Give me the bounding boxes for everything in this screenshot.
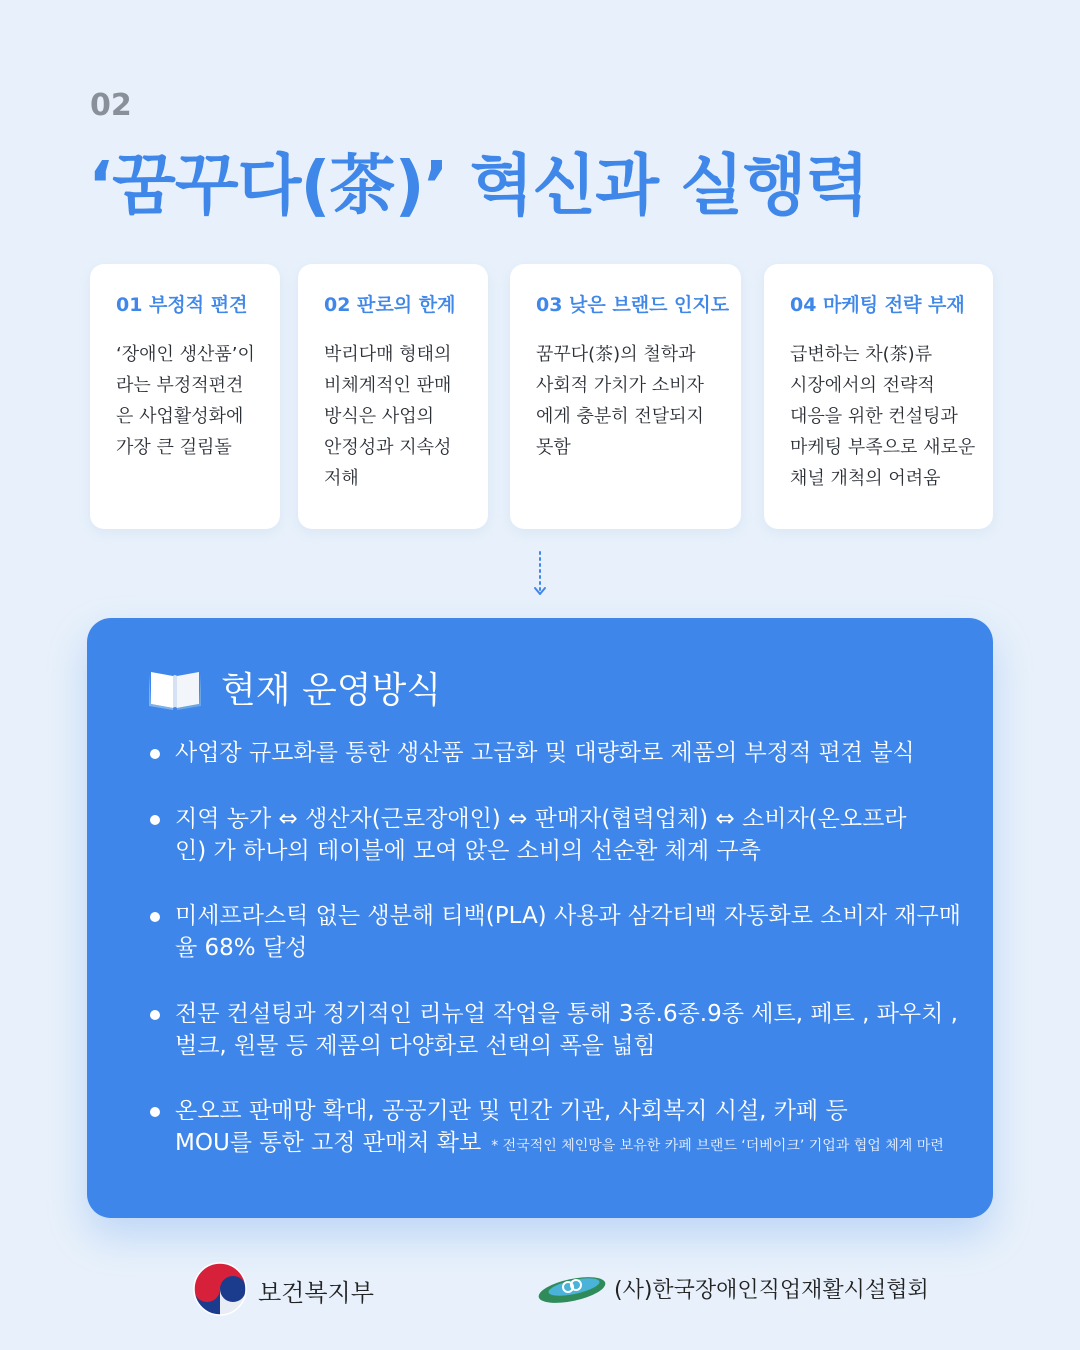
- bullet-line: 사업장 규모화를 통한 생산품 고급화 및 대량화로 제품의 부정적 편견 불식: [175, 740, 915, 766]
- bullet-line-text: MOU를 통한 고정 판매처 확보: [175, 1130, 482, 1156]
- bullet-line: 지역 농가 ⇔ 생산자(근로장애인) ⇔ 판매자(협력업체) ⇔ 소비자(온오프라: [175, 806, 907, 832]
- bullet-item: [175, 900, 961, 964]
- card-line: 에게 충분히 전달되지: [536, 406, 704, 427]
- section-number: 02: [90, 88, 132, 123]
- card-line: 채널 개척의 어려움: [790, 468, 941, 489]
- bullet-item: [175, 803, 907, 867]
- association-logo-icon: [536, 1270, 608, 1306]
- card-line: 박리다매 형태의: [324, 344, 452, 365]
- card-marketing-strategy: [764, 264, 993, 529]
- bullet-line: 인) 가 하나의 테이블에 모여 앉은 소비의 선순환 체계 구축: [175, 838, 761, 864]
- open-book-icon: [147, 662, 203, 712]
- card-line: 대응을 위한 컨설팅과: [790, 406, 958, 427]
- card-sales-limit: [298, 264, 488, 529]
- card-title: 04 마케팅 전략 부재: [790, 294, 965, 316]
- card-line: 꿈꾸다(茶)의 철학과: [536, 344, 696, 365]
- card-line: ‘장애인 생산품’이: [116, 344, 255, 365]
- card-line: 급변하는 차(茶)류: [790, 344, 933, 365]
- card-text: [324, 339, 470, 494]
- card-line: 가장 큰 걸림돌: [116, 437, 232, 458]
- bullet-item: [175, 1095, 944, 1162]
- bullet-line: 벌크, 원물 등 제품의 다양화로 선택의 폭을 넓힘: [175, 1033, 656, 1059]
- ministry-name: 보건복지부: [258, 1279, 374, 1307]
- card-title: 02 판로의 한계: [324, 294, 456, 316]
- card-text: [536, 339, 723, 463]
- card-line: 못함: [536, 437, 571, 458]
- association-name: (사)한국장애인직업재활시설협회: [614, 1278, 929, 1303]
- bullet-item: [175, 998, 958, 1062]
- taegeuk-emblem-icon: [193, 1262, 247, 1316]
- card-text: [790, 339, 975, 494]
- dotted-arrow-down-icon: [530, 550, 550, 598]
- current-operation-panel: [87, 618, 993, 1218]
- card-line: 라는 부정적편견: [116, 375, 244, 396]
- bullet-line: 전문 컨설팅과 정기적인 리뉴얼 작업을 통해 3종.6종.9종 세트, 페트 , 파우치 ,: [175, 1001, 958, 1027]
- card-line: 사회적 가치가 소비자: [536, 375, 704, 396]
- page-title: ‘꿈꾸다(茶)’ 혁신과 실행력: [88, 147, 869, 224]
- bullet-line: 율 68% 달성: [175, 935, 308, 961]
- card-line: 저해: [324, 468, 359, 489]
- card-line: 방식은 사업의: [324, 406, 435, 427]
- bullet-line: [175, 1127, 944, 1162]
- panel-title: 현재 운영방식: [221, 670, 442, 711]
- card-title: 01 부정적 편견: [116, 294, 248, 316]
- card-line: 은 사업활성화에: [116, 406, 244, 427]
- bullet-item: [175, 737, 915, 769]
- card-line: 비체계적인 판매: [324, 375, 452, 396]
- card-line: 안정성과 지속성: [324, 437, 452, 458]
- bullet-line: 미세프라스틱 없는 생분해 티백(PLA) 사용과 삼각티백 자동화로 소비자 재구매: [175, 903, 961, 929]
- card-text: [116, 339, 262, 463]
- card-title: 03 낮은 브랜드 인지도: [536, 294, 730, 316]
- card-line: 마케팅 부족으로 새로운: [790, 437, 976, 458]
- footnote: * 전국적인 체인망을 보유한 카페 브랜드 ‘더베이크’ 기업과 협업 체계 마련: [491, 1138, 944, 1154]
- card-brand-awareness: [510, 264, 741, 529]
- card-line: 시장에서의 전략적: [790, 375, 935, 396]
- card-negative-bias: [90, 264, 280, 529]
- bullet-line: 온오프 판매망 확대, 공공기관 및 민간 기관, 사회복지 시설, 카페 등: [175, 1098, 848, 1124]
